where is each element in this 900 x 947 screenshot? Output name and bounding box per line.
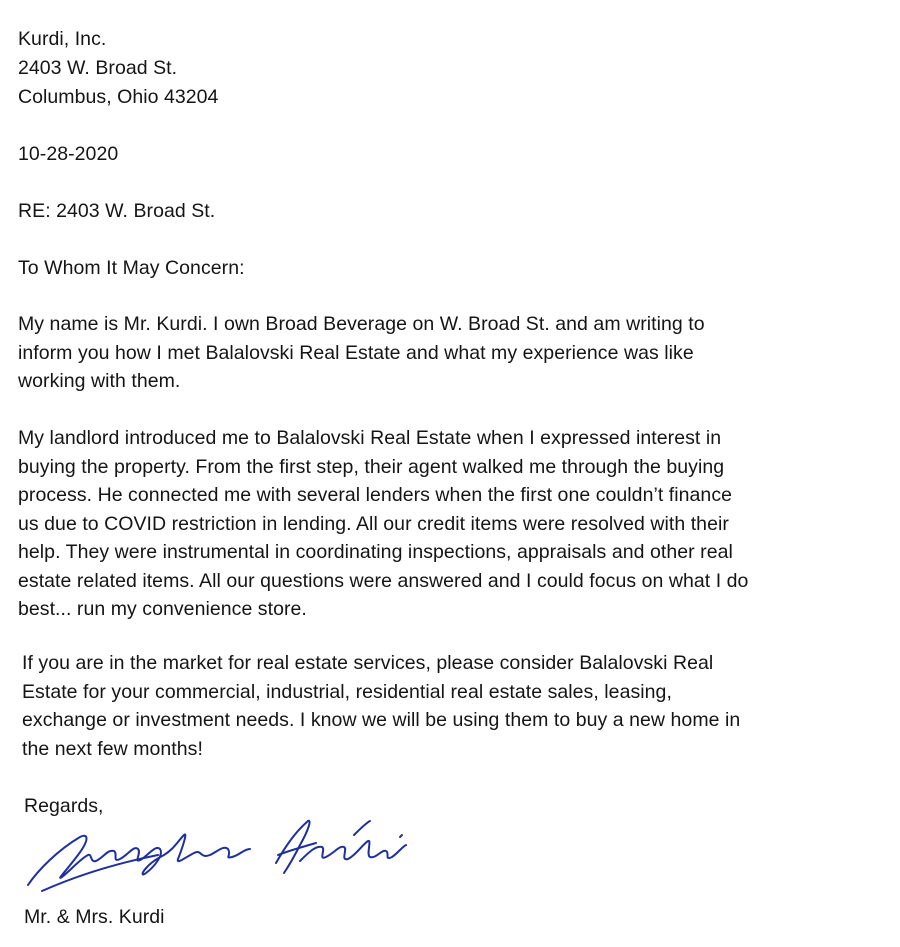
paragraph-line: Estate for your commercial, industrial, residential real estate sales, leasing, [22,680,672,703]
paragraph-line: exchange or investment needs. I know we will be using them to buy a new home in [22,709,741,731]
sender-street: 2403 W. Broad St. [18,57,178,79]
paragraph-line: process. He connected me with several lenders when the first one couldn’t finance [18,484,733,506]
paragraph-line: My landlord introduced me to Balalovski Real Estate when I expressed interest in [18,427,722,449]
paragraph-1 [18,310,705,396]
paragraph-line: the next few months! [22,737,203,760]
paragraph-line: us due to COVID restriction in lending. All our credit items were resolved with their [18,512,729,535]
paragraph-line: help. They were instrumental in coordinating inspections, appraisals and other real [18,541,733,563]
signer-name: Mr. & Mrs. Kurdi [24,906,165,928]
letter-date: 10-28-2020 [18,143,119,165]
paragraph-line: best... run my convenience store. [18,598,307,620]
paragraph-line: inform you how I met Balalovski Real Estate and what my experience was like [18,341,694,364]
paragraph-line: working with them. [18,370,181,392]
paragraph-3 [22,649,740,763]
sender-city-state-zip: Columbus, Ohio 43204 [18,86,219,108]
signature-strokes [28,821,406,891]
sender-company: Kurdi, Inc. [18,28,107,50]
handwritten-signature [18,815,418,895]
paragraph-line: If you are in the market for real estate services, please consider Balalovski Real [22,652,714,674]
paragraph-line: My name is Mr. Kurdi. I own Broad Beverage on W. Broad St. and am writing to [18,313,705,335]
paragraph-line: estate related items. All our questions were answered and I could focus on what I do [18,569,749,592]
paragraph-line: buying the property. From the first step, their agent walked me through the buying [18,455,725,478]
salutation: To Whom It May Concern: [18,257,245,279]
paragraph-2 [18,424,748,624]
re-line: RE: 2403 W. Broad St. [18,200,216,222]
signature-image [18,815,418,895]
closing: Regards, [24,795,104,817]
